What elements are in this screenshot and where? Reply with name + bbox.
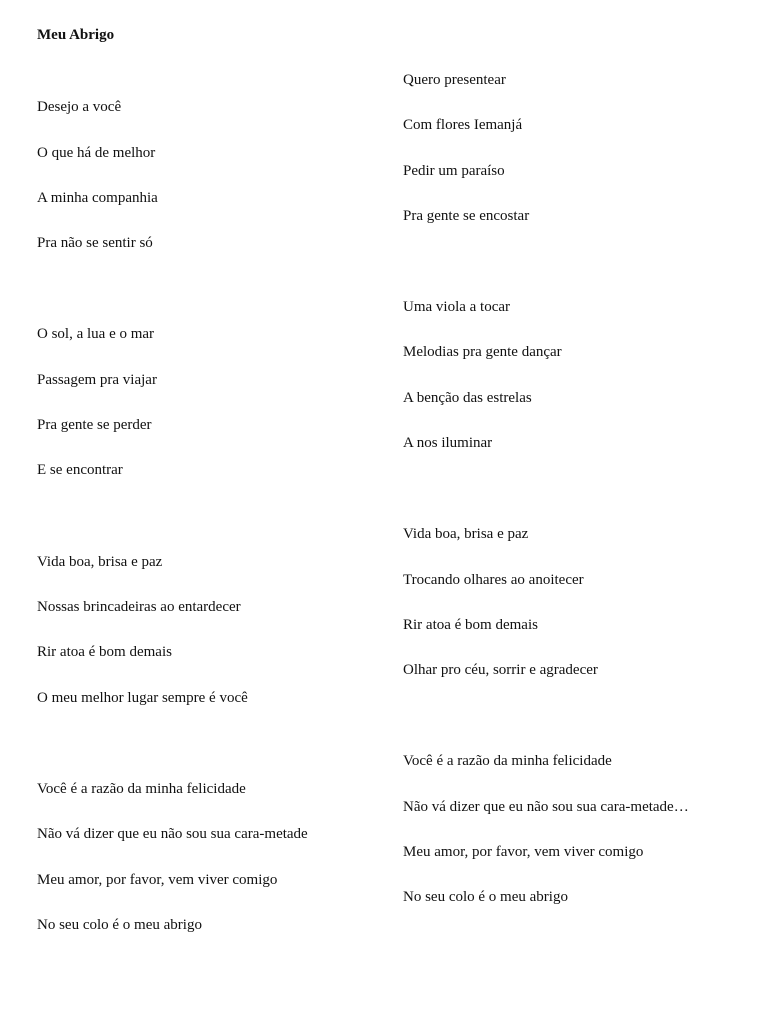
poem-line: Vida boa, brisa e paz bbox=[403, 526, 529, 542]
poem-line: Não vá dizer que eu não sou sua cara-metade… bbox=[403, 799, 689, 815]
poem-line: A benção das estrelas bbox=[403, 390, 532, 406]
poem-line: O que há de melhor bbox=[37, 145, 156, 161]
poem-line: Passagem pra viajar bbox=[37, 372, 157, 388]
poem-line: Com flores Iemanjá bbox=[403, 117, 523, 133]
poem-line: Pra não se sentir só bbox=[37, 235, 153, 251]
poem-line: No seu colo é o meu abrigo bbox=[403, 889, 568, 905]
poem-line: Pedir um paraíso bbox=[403, 163, 505, 179]
poem-line: Nossas brincadeiras ao entardecer bbox=[37, 599, 241, 615]
poem-line: Uma viola a tocar bbox=[403, 299, 511, 315]
poem-line: Pra gente se perder bbox=[37, 417, 152, 433]
poem-line: Desejo a você bbox=[37, 99, 122, 115]
poem-line: Trocando olhares ao anoitecer bbox=[403, 572, 584, 588]
poem-line: Meu amor, por favor, vem viver comigo bbox=[37, 872, 278, 888]
poem-line: Olhar pro céu, sorrir e agradecer bbox=[403, 662, 598, 678]
poem-line: Você é a razão da minha felicidade bbox=[403, 753, 612, 769]
poem-line: Não vá dizer que eu não sou sua cara-metade bbox=[37, 826, 308, 842]
poem-line: O meu melhor lugar sempre é você bbox=[37, 690, 248, 706]
poem-line: A nos iluminar bbox=[403, 435, 493, 451]
poem-line: Rir atoa é bom demais bbox=[37, 644, 172, 660]
poem-line: A minha companhia bbox=[37, 190, 158, 206]
poem-line: Quero presentear bbox=[403, 72, 506, 88]
poem-line: Meu amor, por favor, vem viver comigo bbox=[403, 844, 644, 860]
poem-line: Rir atoa é bom demais bbox=[403, 617, 538, 633]
poem-line: E se encontrar bbox=[37, 462, 123, 478]
poem-line: Pra gente se encostar bbox=[403, 208, 530, 224]
poem-line: Você é a razão da minha felicidade bbox=[37, 781, 246, 797]
poem-line: Melodias pra gente dançar bbox=[403, 344, 562, 360]
poem-line: O sol, a lua e o mar bbox=[37, 326, 155, 342]
poem-title: Meu Abrigo bbox=[37, 27, 115, 43]
poem-line: No seu colo é o meu abrigo bbox=[37, 917, 202, 933]
poem-line: Vida boa, brisa e paz bbox=[37, 554, 163, 570]
